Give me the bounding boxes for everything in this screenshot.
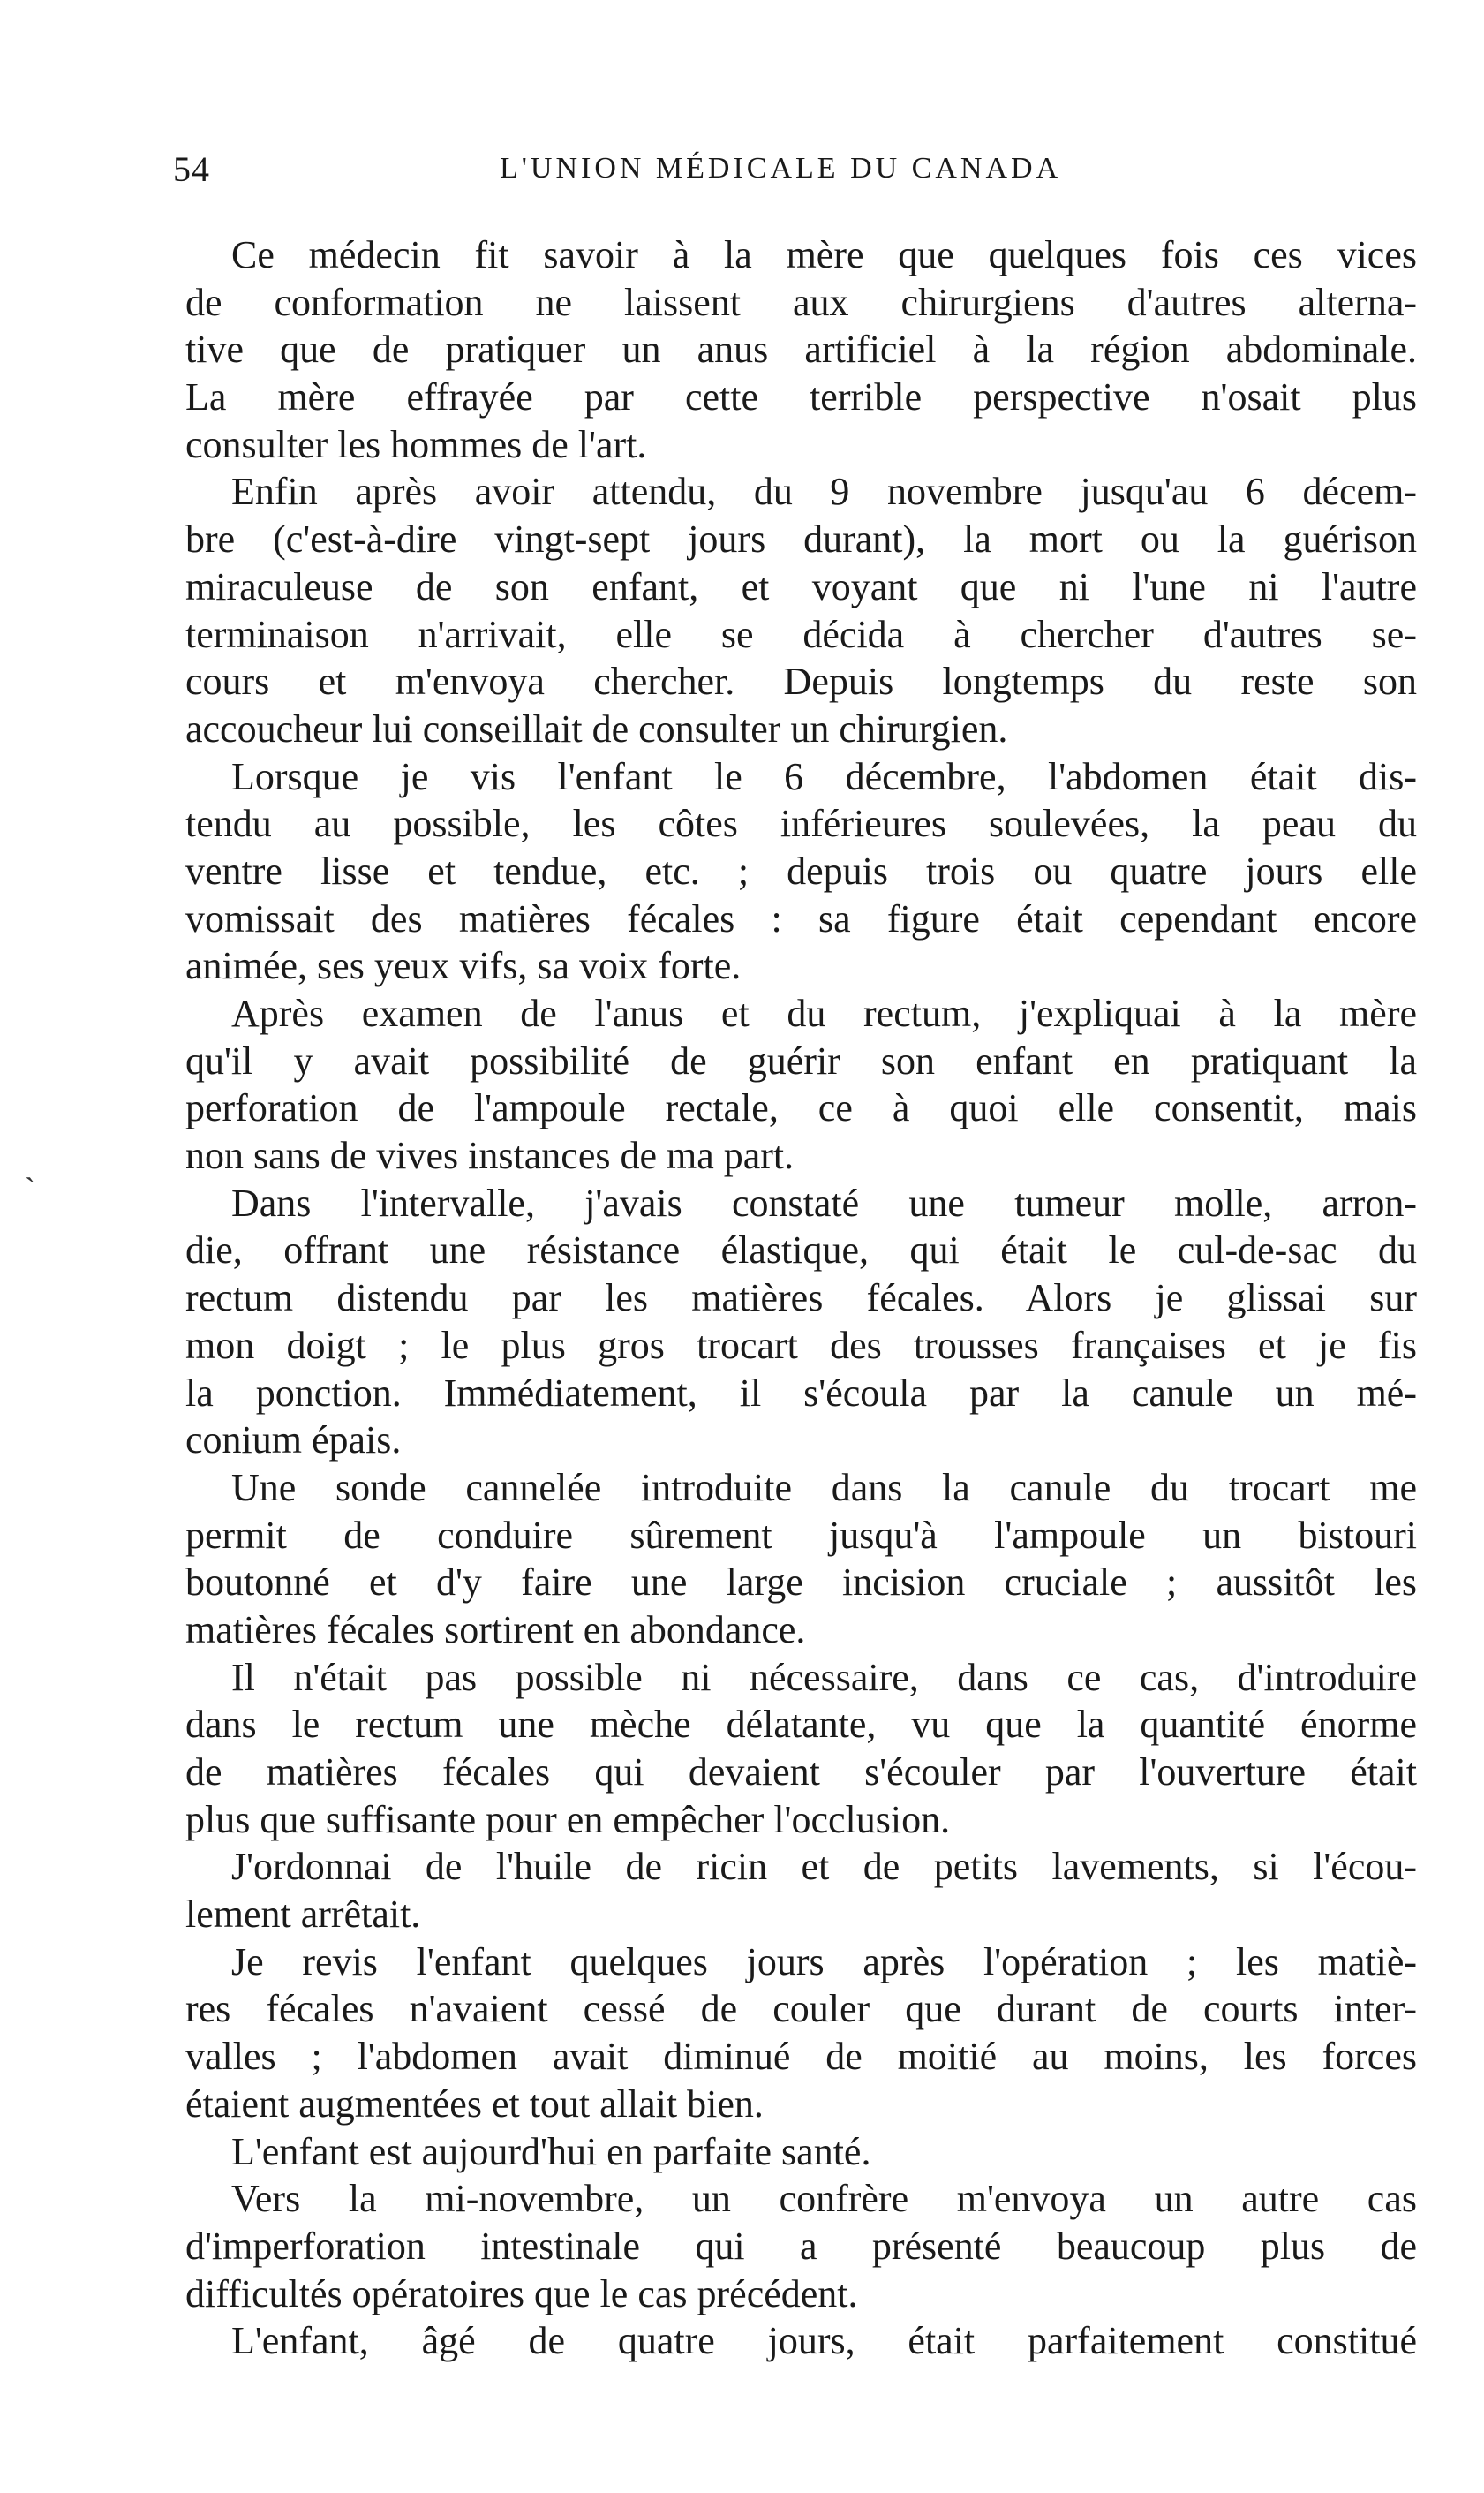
text-line: dans le rectum une mèche délatante, vu que la quantité énorme bbox=[185, 1703, 1417, 1747]
text-line: de conformation ne laissent aux chirurgiens d'autres alterna- bbox=[185, 280, 1417, 324]
text-line: L'enfant est aujourd'hui en parfaite santé. bbox=[231, 2129, 871, 2173]
text-line: étaient augmentées et tout allait bien. bbox=[185, 2081, 764, 2126]
text-line: Je revis l'enfant quelques jours après l'opération ; les matiè- bbox=[231, 1939, 1417, 1983]
running-head: L'UNION MÉDICALE DU CANADA bbox=[500, 152, 1062, 185]
text-line: rectum distendu par les matières fécales. Alors je glissai sur bbox=[185, 1276, 1417, 1320]
text-line: res fécales n'avaient cessé de couler que durant de courts inter- bbox=[185, 1987, 1417, 2031]
text-line: Il n'était pas possible ni nécessaire, dans ce cas, d'introduire bbox=[231, 1655, 1417, 1699]
text-line: de matières fécales qui devaient s'écouler par l'ouverture était bbox=[185, 1750, 1417, 1794]
text-line: vomissait des matières fécales : sa figure était cependant encore bbox=[185, 896, 1417, 941]
text-line: Ce médecin fit savoir à la mère que quelques fois ces vices bbox=[231, 233, 1417, 276]
text-line: conium épais. bbox=[185, 1418, 402, 1462]
text-line: matières fécales sortirent en abondance. bbox=[185, 1607, 806, 1651]
text-line: mon doigt ; le plus gros trocart des trousses françaises et je fis bbox=[185, 1323, 1417, 1367]
text-line: tendu au possible, les côtes inférieures soulevées, la peau du bbox=[185, 802, 1417, 846]
text-line: qu'il y avait possibilité de guérir son enfant en pratiquant la bbox=[185, 1039, 1417, 1083]
text-line: Dans l'intervalle, j'avais constaté une tumeur molle, arron- bbox=[231, 1181, 1417, 1225]
text-line: L'enfant, âgé de quatre jours, était parfaitement constitué bbox=[231, 2319, 1417, 2363]
text-line: la ponction. Immédiatement, il s'écoula par la canule un mé- bbox=[185, 1371, 1417, 1415]
text-line: die, offrant une résistance élastique, qui était le cul-de-sac du bbox=[185, 1228, 1417, 1273]
text-line: bre (c'est-à-dire vingt-sept jours durant), la mort ou la guérison bbox=[185, 517, 1417, 562]
text-line: accoucheur lui conseillait de consulter un chirurgien. bbox=[185, 706, 1008, 751]
text-line: cours et m'envoya chercher. Depuis longtemps du reste son bbox=[185, 660, 1417, 704]
scan-speck: ` bbox=[25, 1171, 35, 1206]
text-line: non sans de vives instances de ma part. bbox=[185, 1134, 795, 1178]
text-line: difficultés opératoires que le cas précédent. bbox=[185, 2271, 858, 2315]
text-line: Vers la mi-novembre, un confrère m'envoya un autre cas bbox=[231, 2177, 1417, 2221]
text-line: tive que de pratiquer un anus artificiel à la région abdominale. bbox=[185, 328, 1417, 372]
text-line: d'imperforation intestinale qui a présenté beaucoup plus de bbox=[185, 2224, 1417, 2268]
text-line: animée, ses yeux vifs, sa voix forte. bbox=[185, 944, 742, 988]
text-line: permit de conduire sûrement jusqu'à l'ampoule un bistouri bbox=[185, 1513, 1417, 1557]
text-line: valles ; l'abdomen avait diminué de moitié au moins, les forces bbox=[185, 2035, 1417, 2079]
text-line: miraculeuse de son enfant, et voyant que ni l'une ni l'autre bbox=[185, 564, 1417, 608]
body-text bbox=[185, 231, 1417, 2365]
text-line: terminaison n'arrivait, elle se décida à chercher d'autres se- bbox=[185, 612, 1417, 656]
text-line: consulter les hommes de l'art. bbox=[185, 422, 647, 466]
page-header bbox=[173, 148, 1427, 193]
page-number: 54 bbox=[173, 149, 210, 189]
text-line: perforation de l'ampoule rectale, ce à quoi elle consentit, mais bbox=[185, 1086, 1417, 1130]
text-line: J'ordonnai de l'huile de ricin et de petits lavements, si l'écou- bbox=[231, 1845, 1417, 1889]
text-line: Après examen de l'anus et du rectum, j'expliquai à la mère bbox=[231, 992, 1417, 1035]
text-line: Enfin après avoir attendu, du 9 novembre jusqu'au 6 décem- bbox=[231, 470, 1417, 514]
text-line: plus que suffisante pour en empêcher l'occlusion. bbox=[185, 1797, 951, 1841]
text-line: lement arrêtait. bbox=[185, 1892, 421, 1937]
text-line: boutonné et d'y faire une large incision cruciale ; aussitôt les bbox=[185, 1560, 1417, 1605]
text-line: Une sonde cannelée introduite dans la canule du trocart me bbox=[231, 1465, 1417, 1509]
text-line: La mère effrayée par cette terrible perspective n'osait plus bbox=[185, 375, 1417, 419]
text-line: ventre lisse et tendue, etc. ; depuis trois ou quatre jours elle bbox=[185, 849, 1417, 893]
text-line: Lorsque je vis l'enfant le 6 décembre, l'abdomen était dis- bbox=[231, 754, 1417, 798]
